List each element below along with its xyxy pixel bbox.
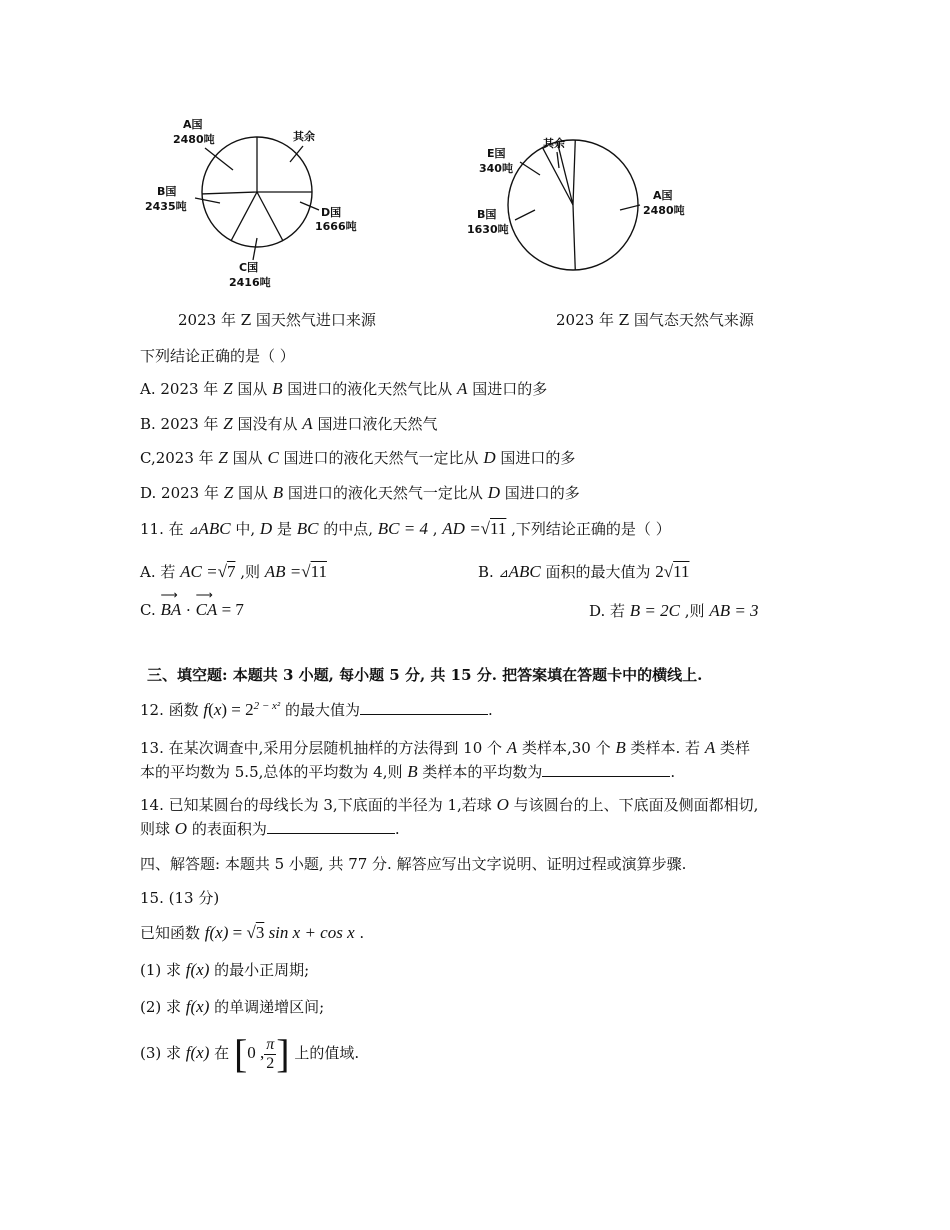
section3-title: 三、填空题: 本题共 3 小题, 每小题 5 分, 共 15 分. 把答案填在答题卡中的横线上.	[147, 666, 703, 684]
pie2-divider-e-rest	[557, 142, 573, 205]
pie1-label-c-value: 2416吨	[229, 276, 271, 289]
pie1-label-b-value: 2435吨	[145, 200, 187, 213]
pie1-label-c-country: C国	[239, 261, 259, 274]
pie2-divider-a-b	[573, 205, 575, 270]
pie1-leader-c	[253, 238, 257, 260]
pie2-label-b-value: 1630吨	[467, 223, 509, 236]
pie2-label-rest: 其余	[543, 137, 565, 150]
q13-line1: 13. 在某次调查中,采用分层随机抽样的方法得到 10 个 A 类样本,30 个 B 类样本. 若 A 类样	[140, 738, 750, 757]
q10-option-b: B. 2023 年 Z 国没有从 A 国进口液化天然气	[140, 414, 438, 433]
vector-arrow-icon: ⟶	[195, 588, 213, 602]
vector-arrow-icon: ⟶	[160, 588, 178, 602]
q12: 12. 函数 $f(x) = 2^{2 - x^2}$ 的最大值为 .	[140, 700, 493, 719]
pie2-label-e-country: E国	[487, 147, 506, 160]
pie1-label-d-country: D国	[321, 206, 342, 219]
pie2-leader-rest	[557, 152, 559, 168]
q11-stem: 11. 在 ⊿ABC 中, D 是 BC 的中点, BC = 4 , AD =√11 ,下列结论正确的是（ ）	[140, 519, 671, 538]
pie1-divider-b-a	[202, 192, 257, 194]
q14-line2: 则球 O 的表面积为 .	[140, 819, 400, 838]
pie1-label-a-country: A国	[183, 118, 203, 131]
pie2-leader-b	[515, 210, 535, 220]
pie1-leader-b	[195, 198, 220, 203]
pie2-label-b-country: B国	[477, 208, 497, 221]
pie1-divider-c-b	[231, 192, 257, 241]
q15-part3: (3) 求 f(x) 在 [0 , $\frac{\pi}{2}$ ] 上的值域.	[140, 1031, 360, 1076]
q11-option-d: D. 若 B = 2C ,则 AB = 3	[589, 601, 759, 620]
q14-line1: 14. 已知某圆台的母线长为 3,下底面的半径为 1,若球 O 与该圆台的上、下底面及侧面都相切,	[140, 795, 759, 814]
q10-option-a: A. 2023 年 Z 国从 B 国进口的液化天然气比从 A 国进口的多	[140, 379, 548, 398]
q15-given: 已知函数 f(x) = √3 sin x + cos x .	[140, 923, 365, 942]
section4-title: 四、解答题: 本题共 5 小题, 共 77 分. 解答应写出文字说明、证明过程或演算步骤.	[140, 855, 687, 873]
pie2-leader-e	[520, 162, 540, 175]
q11-option-b: B. ⊿ABC 面积的最大值为 2√11	[478, 562, 690, 581]
q13-line2: 本的平均数为 5.5,总体的平均数为 4,则 B 类样本的平均数为 .	[140, 762, 676, 781]
pie2-label-a-value: 2480吨	[643, 204, 685, 217]
pie-chart-imports	[135, 110, 375, 300]
q11-option-c: C. ⟶ BA · ⟶ CA = 7	[140, 588, 244, 619]
chart2-caption: 2023 年 Z 国气态天然气来源	[556, 311, 754, 329]
pi-over-two-fraction: $\frac{\pi}{2}$	[266, 1035, 275, 1072]
q10-prompt: 下列结论正确的是（ ）	[140, 347, 295, 365]
pie1-label-b-country: B国	[157, 185, 177, 198]
pie2-label-a-country: A国	[653, 189, 673, 202]
pie2-leader-a	[620, 205, 640, 210]
pie1-label-rest: 其余	[293, 130, 315, 143]
q14-answer-blank[interactable]	[267, 819, 395, 834]
pie1-label-a-value: 2480吨	[173, 133, 215, 146]
q15-part2: (2) 求 f(x) 的单调递增区间;	[140, 997, 325, 1016]
q11-option-a: A. 若 AC =√7 ,则 AB =√11	[140, 562, 327, 581]
q10-option-c: C,2023 年 Z 国从 C 国进口的液化天然气一定比从 D 国进口的多	[140, 448, 576, 467]
q12-answer-blank[interactable]	[360, 700, 488, 715]
pie2-label-e-value: 340吨	[479, 162, 513, 175]
q10-option-d: D. 2023 年 Z 国从 B 国进口的液化天然气一定比从 D 国进口的多	[140, 483, 580, 502]
pie1-divider-d-c	[257, 192, 283, 241]
q13-answer-blank[interactable]	[542, 762, 670, 777]
q15-part1: (1) 求 f(x) 的最小正周期;	[140, 960, 310, 979]
pie-chart-gas-sources	[465, 130, 705, 280]
pie2-divider-rest-a	[573, 140, 575, 205]
chart1-caption: 2023 年 Z 国天然气进口来源	[178, 311, 376, 329]
q15-header: 15. (13 分)	[140, 889, 220, 907]
pie1-label-d-value: 1666吨	[315, 220, 357, 233]
